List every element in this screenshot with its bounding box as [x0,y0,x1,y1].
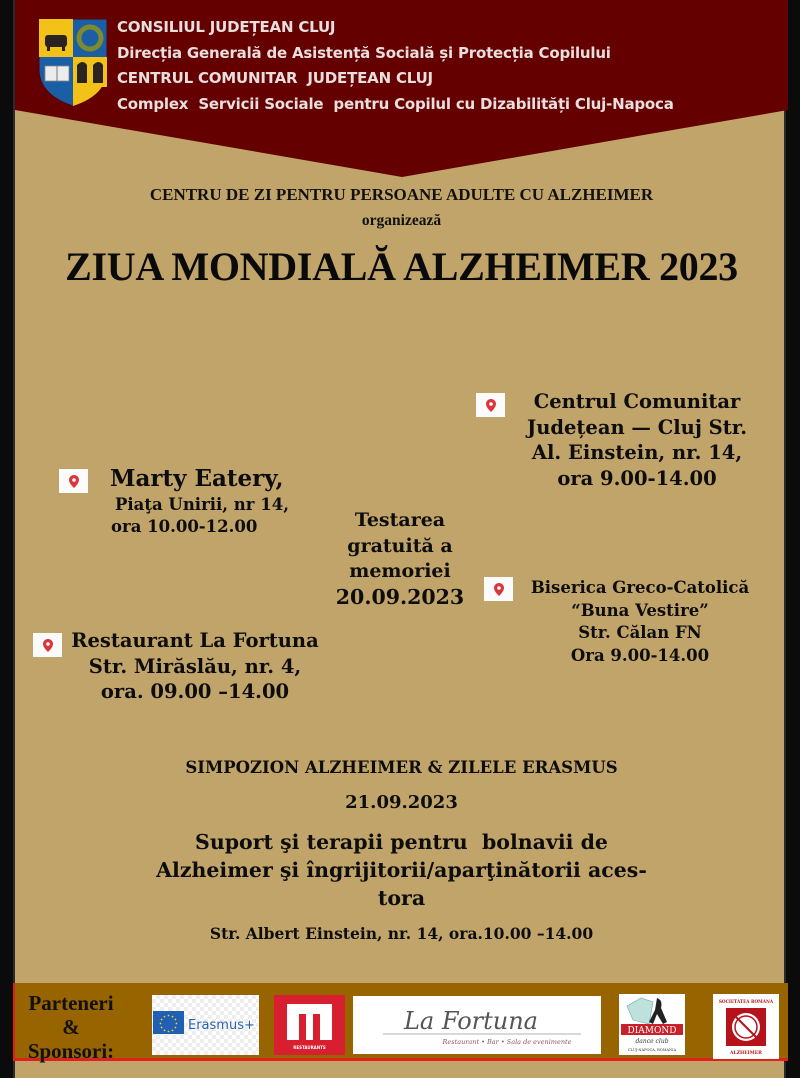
memory-testing-line: gratuită a [347,534,453,557]
svg-text:Erasmus+: Erasmus+ [188,1018,255,1033]
memory-testing-info [315,508,485,610]
map-pin-icon [484,577,513,601]
location-line: Str. Mirăslău, nr. 4, [88,654,302,678]
header-line-dgaspc: Direcția Generală de Asistență Socială și Protecția Copilului [117,43,611,62]
memory-testing-line: Testarea [354,509,446,531]
symposium-date: 21.09.2023 [345,792,458,813]
location-line: ora. 09.00 –14.00 [100,680,290,703]
header-line-county-council: CONSILIUL JUDEȚEAN CLUJ [117,18,336,36]
memory-testing-date: 20.09.2023 [335,584,465,609]
header-line-social-services-complex: Complex Servicii Sociale pentru Copilul cu Dizabilități Cluj-Napoca [117,94,674,113]
symposium-title: SIMPOZION ALZHEIMER & ZILELE ERASMUS [185,758,618,777]
svg-text:Restaurant • Bar • Sala de eve: Restaurant • Bar • Sala de evenimente [442,1038,572,1046]
location-line: Centrul Comunitar [533,390,741,413]
symposium-topic [15,828,788,912]
coat-of-arms-icon [37,17,109,107]
partners-sponsors-label [21,991,121,1063]
symposium-address: Str. Albert Einstein, nr. 14, ora.10.00 –14.00 [209,924,594,943]
la-fortuna-logo [353,996,601,1054]
location-marty-eatery [107,464,289,538]
location-line: “Buna Vestire” [571,600,709,620]
location-line: Str. Călan FN [578,623,702,642]
symposium-topic-line: tora [377,886,426,910]
location-line: Ora 9.00-14.00 [570,645,710,665]
location-line: Biserica Greco-Catolică [530,578,750,597]
svg-text:ALZHEIMER: ALZHEIMER [730,1051,762,1056]
event-title: ZIUA MONDIALĂ ALZHEIMER 2023 [65,244,738,289]
label-line: Sponsori: [27,1039,115,1063]
poster [13,0,786,1078]
location-centrul-comunitar [512,389,762,491]
location-line: Județean — Cluj Str. [526,415,748,439]
symposium-topic-line: Alzheimer şi îngrijitorii/aparţinătorii aces- [156,858,647,882]
svg-text:La Fortuna: La Fortuna [403,1007,539,1035]
svg-text:dance club: dance club [635,1038,669,1045]
diamond-dance-club-logo [619,994,685,1055]
label-line: Parteneri [28,991,114,1015]
symposium-topic-line: Suport şi terapii pentru bolnavii de [195,830,608,854]
location-line: Al. Einstein, nr. 14, [531,441,743,464]
svg-text:DIAMOND: DIAMOND [627,1026,677,1036]
erasmus-plus-logo [152,995,259,1055]
location-line: ora 10.00-12.00 [111,517,258,536]
location-line: Restaurant La Fortuna [71,629,319,652]
svg-text:RESTAURANTS: RESTAURANTS [293,1045,326,1050]
map-pin-icon [476,393,505,417]
location-line: Piaţa Unirii, nr 14, [115,495,289,514]
location-line: ora 9.00-14.00 [557,466,717,490]
header-line-community-center: CENTRUL COMUNITAR JUDEȚEAN CLUJ [117,69,433,87]
svg-text:CLUJ-NAPOCA, ROMANIA: CLUJ-NAPOCA, ROMANIA [627,1048,677,1052]
societatea-romana-alzheimer-logo [713,994,779,1059]
organizes-label: organizează [361,212,442,229]
m-restaurants-logo [274,995,345,1055]
partners-sponsors-bar [13,983,788,1061]
map-pin-icon [33,633,62,657]
header-organization-lines [117,15,674,117]
organizer-name: CENTRU DE ZI PENTRU PERSOANE ADULTE CU ALZHEIMER [149,185,654,204]
memory-testing-line: memoriei [349,560,451,582]
label-line: & [62,1015,80,1039]
location-title: Marty Eatery, [110,465,284,492]
map-pin-icon [59,469,88,493]
svg-text:SOCIETATEA ROMANA: SOCIETATEA ROMANA [718,999,774,1004]
location-biserica-greco-catolica [515,577,765,667]
location-restaurant-la-fortuna [65,628,325,705]
